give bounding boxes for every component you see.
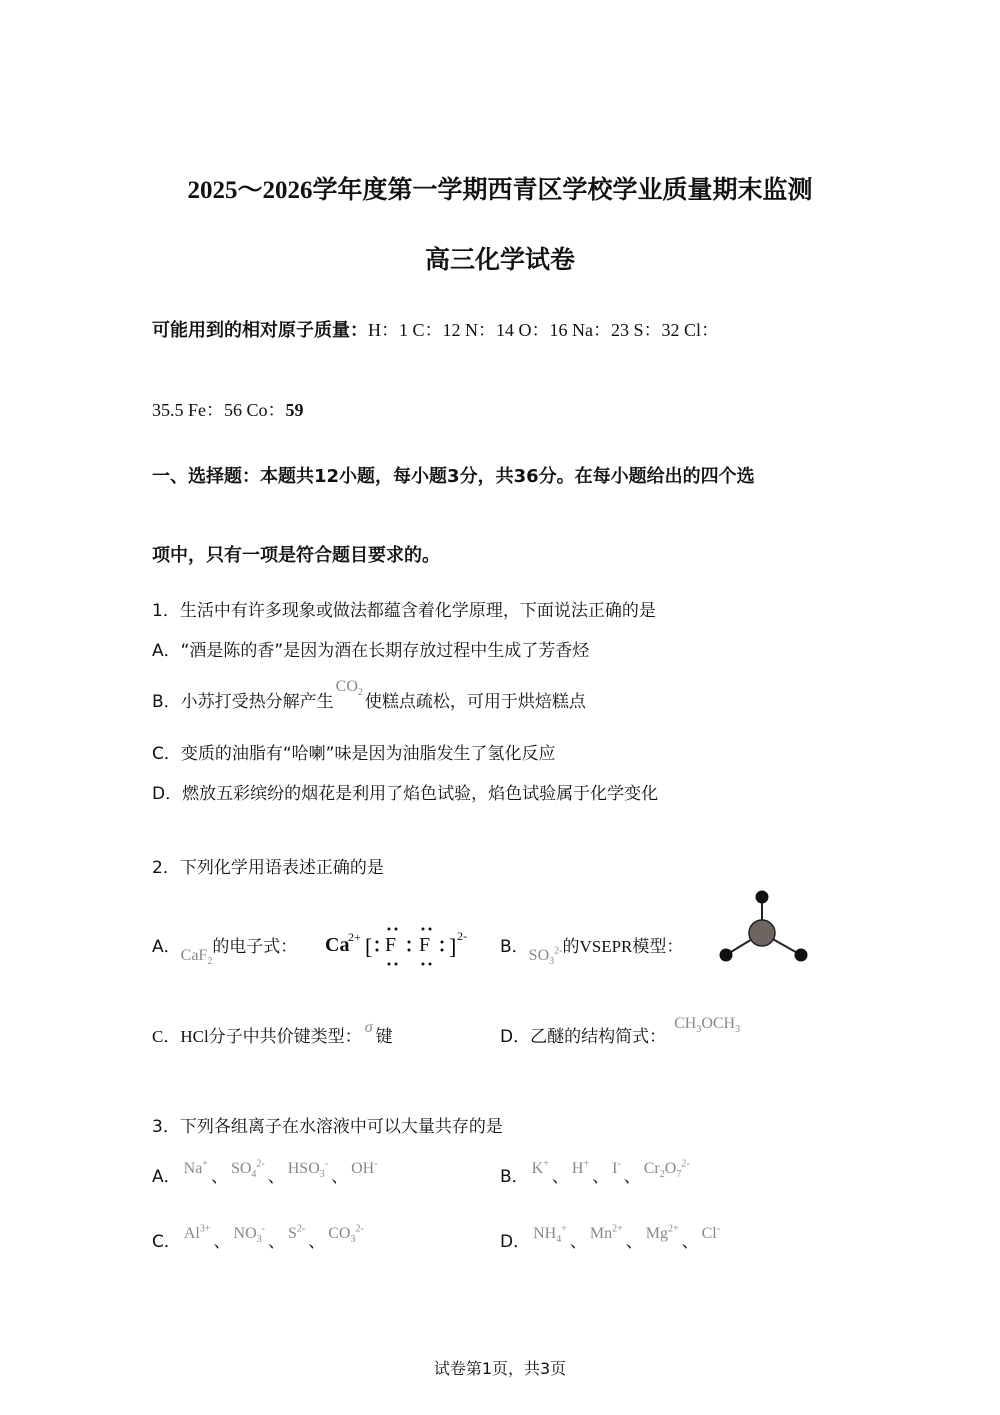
ion-formula: K+ (531, 1158, 549, 1177)
svg-text:]: ] (449, 934, 457, 959)
atomic-mass-values-2: 35.5 Fe：56 Co： (152, 400, 286, 420)
ion-formula: $NO_3^-$ (233, 1223, 265, 1246)
ion-separator: 、 (213, 1232, 231, 1252)
ion-formula: $Mn^{2+}$ (589, 1223, 623, 1242)
q3-option-d: D． $NH_4^+$、 $Mn^{2+}$、 $Mg^{2+}$、 Cl- (500, 1223, 721, 1252)
ion-separator: 、 (267, 1167, 285, 1187)
ion-separator: 、 (308, 1232, 326, 1252)
q1-option-a: A．“酒是陈的香”是因为酒在长期存放过程中生成了芳香烃 (152, 641, 590, 661)
q2-a-text: 的电子式： (212, 937, 298, 957)
q2-c-pre: C．HCl分子中共价键类型： (152, 1027, 362, 1046)
q2-stem: 2．下列化学用语表述正确的是 (152, 858, 384, 878)
q1-stem: 1．生活中有许多现象或做法都蕴含着化学原理，下面说法正确的是 (152, 601, 656, 621)
svg-text:[: [ (365, 934, 373, 959)
ion-formula: Cl- (701, 1223, 721, 1242)
q2-d-pre: D．乙醚的结构简式： (500, 1027, 667, 1047)
q2-option-b (500, 932, 684, 968)
ion-formula: Na+ (183, 1158, 208, 1177)
section1-line2: 项中，只有一项是符合题目要求的。 (152, 545, 440, 566)
q2-b-text: 的VSEPR模型： (562, 937, 684, 956)
vsepr-model-diagram (715, 885, 815, 965)
page-footer: 试卷第1页，共3页 (433, 1359, 567, 1378)
q2-c-post: 键 (375, 1027, 393, 1047)
q3-stem: 3．下列各组离子在水溶液中可以大量共存的是 (152, 1117, 503, 1137)
ion-formula: $Mg^{2+}$ (645, 1223, 679, 1242)
ion-separator: 、 (625, 1232, 643, 1252)
ion-formula: I- (612, 1158, 621, 1177)
ca-charge: 2+ (348, 930, 361, 944)
q2-b-label: B． (500, 937, 529, 957)
ion-formula: $Al^{3+}$ (183, 1223, 211, 1242)
f-symbol-1: F (385, 934, 397, 956)
ion-formula: $NH_4^+$ (533, 1223, 567, 1246)
ion-separator: 、 (592, 1167, 610, 1187)
exam-subtitle: 高三化学试卷 (424, 245, 575, 274)
anion-charge: 2- (457, 929, 467, 943)
sigma-symbol: σ (364, 1019, 373, 1036)
so3-formula: $SO_3^{2-}$ (528, 945, 563, 968)
ion-separator: 、 (569, 1232, 587, 1252)
ion-formula: OH- (351, 1158, 378, 1177)
atomic-mass-co: 59 (285, 400, 304, 420)
ion-separator: 、 (210, 1167, 228, 1187)
q2-option-c (152, 1019, 393, 1047)
electron-dot-svg (325, 924, 475, 974)
section1-line1: 一、选择题：本题共12小题，每小题3分，共36分。在每小题给出的四个选 (152, 466, 755, 487)
caf2-formula: CaF$_2$ (180, 947, 213, 968)
ion-formula: $Cr_2O_7^{2-}$ (643, 1158, 690, 1181)
ether-formula: $CH_3OCH_3$ (674, 1015, 741, 1036)
f-symbol-2: F (419, 934, 431, 956)
ca-symbol: Ca (325, 934, 350, 956)
ion-formula: $CO_3^{2-}$ (328, 1223, 364, 1246)
q1-option-d: D．燃放五彩缤纷的烟花是利用了焰色试验，焰色试验属于化学变化 (152, 784, 659, 804)
ion-separator: 、 (681, 1232, 699, 1252)
q1-option-b-pre: B．小苏打受热分解产生 (152, 692, 334, 712)
ion-separator: 、 (623, 1167, 641, 1187)
ion-formula: $HSO_3^-$ (287, 1158, 329, 1181)
ion-separator: 、 (267, 1232, 285, 1252)
q3-option-b: B． K+、 H+、 I-、 $Cr_2O_7^{2-}$ (500, 1158, 690, 1187)
ion-separator: 、 (551, 1167, 569, 1187)
atomic-mass-line2 (152, 396, 304, 422)
atomic-mass-line1 (152, 316, 719, 342)
q1-option-b (152, 678, 586, 714)
atomic-mass-values-1: H：1 C：12 N：14 O：16 Na：23 S：32 Cl： (368, 320, 720, 340)
ion-separator: 、 (331, 1167, 349, 1187)
ion-formula: $SO_4^{2-}$ (230, 1158, 265, 1181)
atomic-mass-label: 可能用到的相对原子质量： (152, 320, 368, 341)
exam-title: 2025～2026学年度第一学期西青区学校学业质量期末监测 (187, 177, 813, 204)
q1-option-c: C．变质的油脂有“哈喇”味是因为油脂发生了氢化反应 (152, 744, 556, 764)
q2-option-d (500, 1015, 741, 1049)
ion-formula: $S^{2-}$ (287, 1223, 306, 1242)
q3-option-c: C． $Al^{3+}$、 $NO_3^-$、 $S^{2-}$、 $CO_3^{2-}$ (152, 1223, 364, 1252)
q2-option-a (152, 932, 298, 968)
q3-option-a: A． Na+、 $SO_4^{2-}$、 $HSO_3^-$、 OH- (152, 1158, 378, 1187)
ion-formula: H+ (571, 1158, 590, 1177)
q1-option-b-post: 使糕点疏松，可用于烘焙糕点 (364, 692, 586, 712)
q2-a-label: A． (152, 937, 181, 957)
co2-formula: $CO_2$ (335, 678, 363, 699)
caf2-electron-dot (325, 924, 475, 974)
